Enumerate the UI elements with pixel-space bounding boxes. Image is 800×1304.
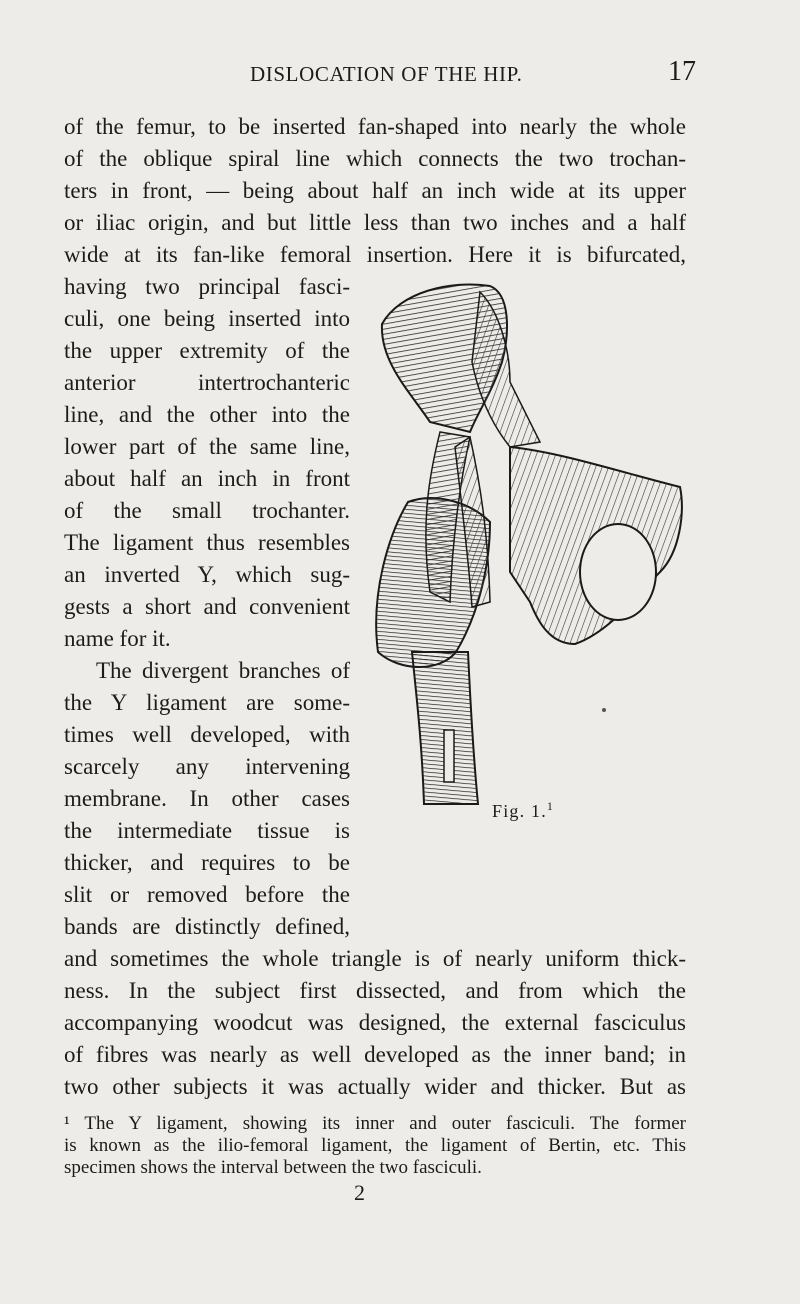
- body-line: The divergent branches of: [96, 658, 350, 683]
- figure-caption: [492, 799, 554, 822]
- body-line: having two principal fasci-: [64, 274, 350, 299]
- body-line: ters in front, — being about half an inch wide at its upper: [64, 178, 686, 203]
- body-line: thicker, and requires to be: [64, 850, 350, 875]
- body-line: the upper extremity of the: [64, 338, 350, 363]
- body-line: line, and the other into the: [64, 402, 350, 427]
- body-line: the intermediate tissue is: [64, 818, 350, 843]
- body-line: gests a short and convenient: [64, 594, 350, 619]
- body-line: the Y ligament are some-: [64, 690, 350, 715]
- body-line: slit or removed before the: [64, 882, 350, 907]
- signature-mark: 2: [354, 1180, 365, 1205]
- body-line: of the small trochanter.: [64, 498, 350, 523]
- footnote-marker: 1: [546, 799, 555, 813]
- page-number: 17: [668, 56, 696, 87]
- body-line: about half an inch in front: [64, 466, 350, 491]
- running-head-title: DISLOCATION OF THE HIP.: [250, 62, 523, 86]
- body-line: bands are distinctly defined,: [64, 914, 350, 939]
- body-line: name for it.: [64, 626, 171, 651]
- body-line: wide at its fan-like femoral insertion. Here it is bifurcated,: [64, 242, 686, 267]
- body-line: two other subjects it was actually wider and thicker. But as: [64, 1074, 686, 1099]
- body-line: anterior intertrochanteric: [64, 370, 350, 395]
- body-line: times well developed, with: [64, 722, 350, 747]
- hip-bone-illustration: [360, 272, 700, 812]
- body-line: accompanying woodcut was designed, the external fasciculus: [64, 1010, 686, 1035]
- body-line: and sometimes the whole triangle is of nearly uniform thick-: [64, 946, 686, 971]
- footnote-line: ¹ The Y ligament, showing its inner and outer fasciculi. The former: [64, 1113, 686, 1134]
- hip-ligament-woodcut: [360, 272, 700, 812]
- body-line: ness. In the subject first dissected, and from which the: [64, 978, 686, 1003]
- body-line: of fibres was nearly as well developed as the inner band; in: [64, 1042, 686, 1067]
- footnote-line: is known as the ilio-femoral ligament, the ligament of Bertin, etc. This: [64, 1135, 686, 1156]
- body-line: lower part of the same line,: [64, 434, 350, 459]
- figure-caption-text: Fig. 1.: [492, 801, 547, 821]
- body-line: an inverted Y, which sug-: [64, 562, 350, 587]
- body-line: of the femur, to be inserted fan-shaped into nearly the whole: [64, 114, 686, 139]
- body-line: The ligament thus resembles: [64, 530, 350, 555]
- body-line: culi, one being inserted into: [64, 306, 350, 331]
- running-header: [0, 58, 800, 92]
- body-line: or iliac origin, and but little less than two inches and a half: [64, 210, 686, 235]
- body-line: membrane. In other cases: [64, 786, 350, 811]
- body-line: of the oblique spiral line which connects the two trochan-: [64, 146, 686, 171]
- footnote-line: specimen shows the interval between the two fasciculi.: [64, 1157, 482, 1178]
- body-line: scarcely any intervening: [64, 754, 350, 779]
